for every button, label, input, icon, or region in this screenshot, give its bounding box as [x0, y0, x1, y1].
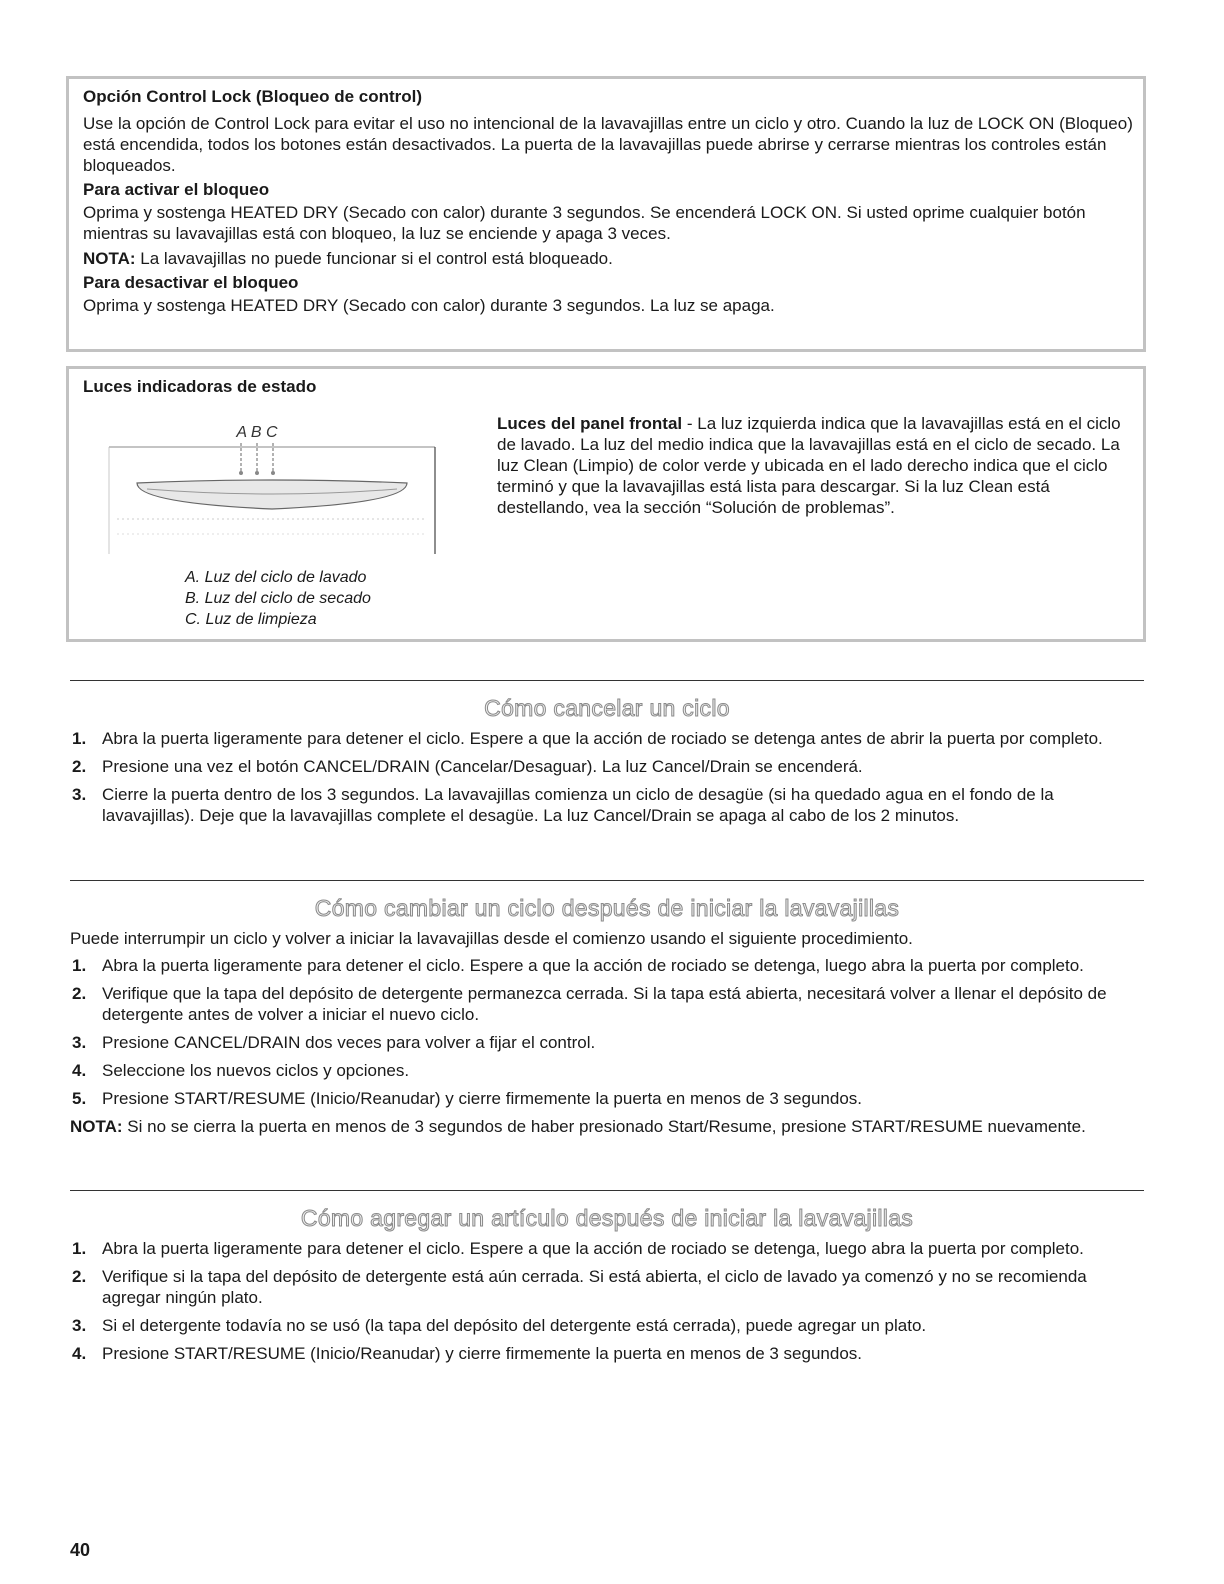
list-item	[70, 1088, 1144, 1109]
list-item	[70, 784, 1144, 826]
step-text: Verifique que la tapa del depósito de detergente permanezca cerrada. Si la tapa está abierta, necesitará volver a llenar el depósito de detergente antes de volver a iniciar el nuevo ciclo.	[102, 984, 1107, 1024]
clean-light	[271, 471, 275, 475]
section-divider	[70, 680, 1144, 681]
front-panel-text: - La luz izquierda indica que la lavavajillas está en el ciclo de lavado. La luz del medio indica que la lavavajillas está en el ciclo de secado. La luz Clean (Limpio) de color verde y ubicada en el lado derecho indica que el ciclo terminó y que la lavavajillas está lista para descargar. Si la luz Clean está destellando, vea la sección “Solución de problemas”.	[497, 414, 1121, 517]
control-lock-box	[66, 76, 1146, 352]
step-number: 1.	[72, 729, 87, 748]
step-text: Abra la puerta ligeramente para detener el ciclo. Espere a que la acción de rociado se detenga antes de abrir la puerta por completo.	[102, 729, 1103, 748]
step-text: Presione START/RESUME (Inicio/Reanudar) y cierre firmemente la puerta en menos de 3 segundos.	[102, 1089, 862, 1108]
list-item	[70, 983, 1144, 1025]
front-panel-label: Luces del panel frontal	[497, 414, 683, 433]
list-item	[70, 756, 1144, 777]
note-text: Si no se cierra la puerta en menos de 3 segundos de haber presionado Start/Resume, presione START/RESUME nuevamente.	[122, 1117, 1086, 1136]
step-text: Verifique si la tapa del depósito de detergente está aún cerrada. Si está abierta, el ciclo de lavado ya comenzó y no se recomienda agregar ningún plato.	[102, 1267, 1087, 1307]
note-label: NOTA:	[70, 1117, 123, 1136]
list-item	[70, 1315, 1144, 1336]
cancel-cycle-section	[70, 694, 1144, 833]
front-panel-description	[497, 413, 1127, 518]
wash-light	[239, 471, 243, 475]
deactivate-heading: Para desactivar el bloqueo	[83, 273, 299, 292]
change-cycle-note	[70, 1116, 1144, 1137]
legend-item-a: A. Luz del ciclo de lavado	[185, 569, 367, 586]
figure-legend	[185, 567, 371, 630]
list-item	[70, 1343, 1144, 1364]
legend-item-b: B. Luz del ciclo de secado	[185, 590, 371, 607]
step-text: Presione una vez el botón CANCEL/DRAIN (Cancelar/Desaguar). La luz Cancel/Drain se encenderá.	[102, 757, 863, 776]
list-item	[70, 1060, 1144, 1081]
step-text: Abra la puerta ligeramente para detener el ciclo. Espere a que la acción de rociado se detenga, luego abra la puerta por completo.	[102, 956, 1084, 975]
cancel-cycle-steps	[70, 728, 1144, 826]
add-item-steps	[70, 1238, 1144, 1364]
page-number: 40	[70, 1540, 91, 1560]
change-cycle-steps	[70, 955, 1144, 1109]
step-number: 4.	[72, 1344, 87, 1363]
activate-heading: Para activar el bloqueo	[83, 180, 270, 199]
step-number: 3.	[72, 1316, 87, 1335]
step-number: 3.	[72, 785, 87, 804]
add-item-title: Cómo agregar un artículo después de iniciar la lavavajillas	[300, 1205, 914, 1231]
status-lights-title: Luces indicadoras de estado	[83, 377, 317, 396]
add-item-section	[70, 1204, 1144, 1371]
step-text: Presione START/RESUME (Inicio/Reanudar) y cierre firmemente la puerta en menos de 3 segundos.	[102, 1344, 862, 1363]
step-number: 1.	[72, 1239, 87, 1258]
step-number: 2.	[72, 1267, 87, 1286]
control-lock-title: Opción Control Lock (Bloqueo de control)	[83, 87, 423, 106]
activate-text: Oprima y sostenga HEATED DRY (Secado con calor) durante 3 segundos. Se encenderá LOCK ON. Si usted oprime cualquier botón mientras su lavavajillas está con bloqueo, la luz se enciende y apaga 3 veces.	[83, 203, 1086, 243]
step-text: Presione CANCEL/DRAIN dos veces para volver a fijar el control.	[102, 1033, 596, 1052]
list-item	[70, 1032, 1144, 1053]
change-cycle-intro: Puede interrumpir un ciclo y volver a iniciar la lavavajillas desde el comienzo usando el siguiente procedimiento.	[70, 929, 913, 948]
step-text: Cierre la puerta dentro de los 3 segundos. La lavavajillas comienza un ciclo de desagüe (si ha quedado agua en el fondo de la lavavajillas). Deje que la lavavajillas complete el desagüe. La luz Cancel/Drain se apaga al cabo de los 2 minutos.	[102, 785, 1054, 825]
legend-item-c: C. Luz de limpieza	[185, 611, 317, 628]
cancel-cycle-title: Cómo cancelar un ciclo	[484, 695, 730, 721]
status-lights-box	[66, 366, 1146, 642]
step-text: Si el detergente todavía no se usó (la tapa del depósito del detergente está cerrada), puede agregar un plato.	[102, 1316, 927, 1335]
deactivate-text: Oprima y sostenga HEATED DRY (Secado con calor) durante 3 segundos. La luz se apaga.	[83, 296, 775, 315]
control-panel-illustration	[107, 419, 437, 559]
step-number: 5.	[72, 1089, 87, 1108]
list-item	[70, 955, 1144, 976]
step-number: 3.	[72, 1033, 87, 1052]
note-label: NOTA:	[83, 249, 136, 268]
step-number: 1.	[72, 956, 87, 975]
step-text: Abra la puerta ligeramente para detener el ciclo. Espere a que la acción de rociado se detenga, luego abra la puerta por completo.	[102, 1239, 1084, 1258]
control-lock-note	[83, 248, 1133, 269]
control-lock-intro: Use la opción de Control Lock para evitar el uso no intencional de la lavavajillas entre un ciclo y otro. Cuando la luz de LOCK ON (Bloqueo) está encendida, todos los botones están desactivados. La puerta de la lavavajillas puede abrirse y cerrarse mientras los controles están bloqueados.	[83, 114, 1133, 175]
note-text: La lavavajillas no puede funcionar si el control está bloqueado.	[135, 249, 613, 268]
section-divider	[70, 1190, 1144, 1191]
section-divider	[70, 880, 1144, 881]
list-item	[70, 1238, 1144, 1259]
step-text: Seleccione los nuevos ciclos y opciones.	[102, 1061, 410, 1080]
dry-light	[255, 471, 259, 475]
list-item	[70, 728, 1144, 749]
step-number: 4.	[72, 1061, 87, 1080]
step-number: 2.	[72, 757, 87, 776]
change-cycle-section	[70, 894, 1144, 1137]
change-cycle-title: Cómo cambiar un ciclo después de iniciar la lavavajillas	[314, 895, 900, 921]
list-item	[70, 1266, 1144, 1308]
step-number: 2.	[72, 984, 87, 1003]
figure-letters: A B C	[236, 424, 278, 441]
